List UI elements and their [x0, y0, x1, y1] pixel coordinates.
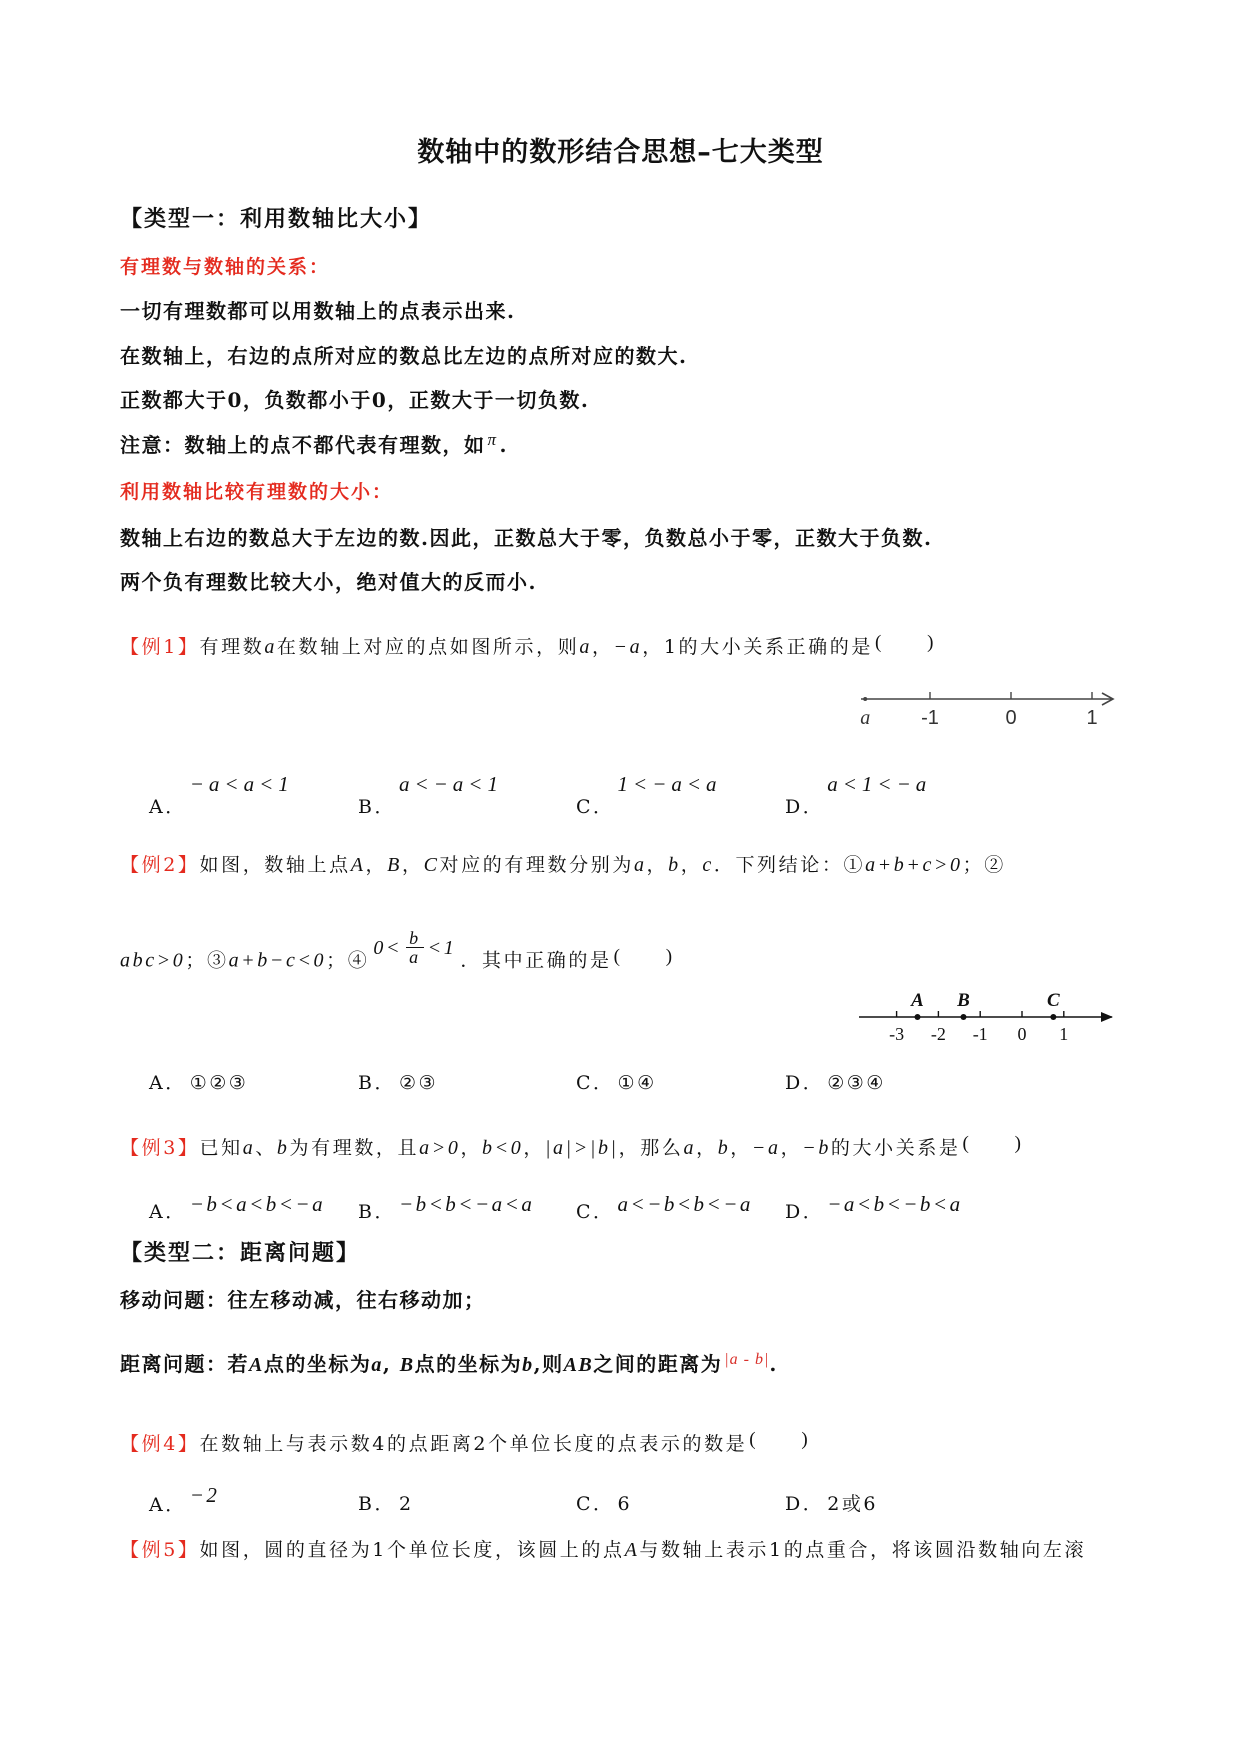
tick-label: 0: [1005, 707, 1017, 729]
math-expression: b: [668, 854, 681, 876]
question-text: 、: [255, 1137, 277, 1159]
question-text: 有理数: [199, 636, 265, 658]
question-text: 在数轴上与表示数4的点距离2个单位长度的点表示的数是: [199, 1433, 748, 1455]
option-expression: −a<a<1: [189, 772, 294, 796]
math-expression: abc>0: [120, 949, 186, 972]
example-tag: 【例3】: [120, 1137, 200, 1159]
example-3-question: [120, 1133, 1024, 1163]
note-line: [120, 430, 508, 460]
math-expression: a+b−c<0: [228, 949, 327, 972]
math-expression: a: [579, 636, 592, 658]
option-label: B．: [358, 1201, 396, 1223]
tick-label: -1: [972, 1024, 988, 1044]
option-expression: a<1<−a: [827, 772, 932, 796]
option-label: B．: [358, 1493, 396, 1515]
number-line-example-1: [850, 678, 1125, 730]
question-text: 距离问题：若: [120, 1352, 249, 1376]
distance-rule-line: [120, 1349, 778, 1379]
option-label: C．: [576, 796, 615, 818]
math-expression: −a: [751, 1137, 781, 1159]
option-a: [149, 772, 294, 822]
option-expression: −b<a<b<−a: [189, 1192, 326, 1216]
question-text: ，: [460, 1137, 483, 1159]
option-label: B．: [358, 796, 396, 818]
math-expression: a: [683, 1137, 697, 1159]
point-marker: [960, 1014, 966, 1020]
option-text: ①④: [617, 1072, 657, 1094]
example-2-question-line-1: [120, 850, 1006, 880]
question-text: 如图，数轴上点: [199, 854, 351, 876]
question-text: 如图，圆的直径为1个单位长度，该圆上的点: [199, 1539, 625, 1561]
option-b: [358, 772, 503, 822]
tick-label: 1: [1059, 1024, 1069, 1044]
option-text: ①②③: [189, 1072, 249, 1094]
option-d: [785, 1068, 886, 1098]
tick-label: -3: [889, 1024, 905, 1044]
question-text: ，那么: [618, 1137, 684, 1159]
example-tag: 【例4】: [120, 1433, 200, 1455]
tick-label: -1: [921, 707, 939, 729]
math-expression: C: [423, 854, 440, 876]
option-text: ②③: [398, 1072, 439, 1094]
question-text: 注意：数轴上的点不都代表有理数，如: [120, 433, 486, 457]
subheading-relation: 有理数与数轴的关系：: [120, 256, 331, 278]
example-4-question: [120, 1429, 810, 1459]
option-c: [576, 1068, 657, 1098]
math-expression: B: [399, 1354, 415, 1376]
math-expression: B: [387, 854, 402, 876]
math-expression: A: [249, 1354, 264, 1376]
math-expression: −b: [802, 1137, 831, 1159]
arrow-icon: [1101, 1012, 1113, 1022]
math-expression: b: [522, 1354, 534, 1376]
point-label: a: [860, 707, 871, 729]
math-expression: |a|>|b|: [544, 1137, 619, 1159]
example-2-options: [0, 1068, 1241, 1098]
example-1-question: [120, 632, 936, 662]
example-tag: 【例5】: [120, 1539, 200, 1561]
point-marker: [863, 697, 867, 701]
option-c: [576, 1489, 632, 1519]
math-expression: A: [350, 854, 366, 876]
tick-label: -2: [930, 1024, 946, 1044]
option-label: B．: [358, 1072, 396, 1094]
option-d: [785, 772, 932, 822]
question-text: ；②: [962, 854, 1006, 876]
option-label: D．: [785, 1493, 825, 1515]
example-3-options: [0, 1192, 1241, 1226]
math-expression: b<0: [482, 1137, 524, 1159]
option-b: [358, 1068, 438, 1098]
option-label: D．: [785, 1072, 825, 1094]
example-tag: 【例2】: [120, 854, 200, 876]
question-text: 点的坐标为: [414, 1352, 523, 1376]
option-b: [358, 1192, 535, 1227]
page-title: 数轴中的数形结合思想–七大类型: [417, 137, 824, 168]
question-text: ，: [401, 854, 424, 876]
point-label: B: [957, 990, 970, 1011]
point-label: C: [1047, 990, 1060, 1011]
option-d: [785, 1489, 878, 1519]
example-1-options: [0, 772, 1241, 821]
tick-label: 1: [1086, 707, 1098, 729]
absolute-value-expression: |a - b|: [724, 1351, 770, 1368]
example-tag: 【例1】: [120, 636, 200, 658]
question-text: ．下列结论：①: [713, 854, 866, 876]
inequality-left: 0<: [373, 936, 403, 959]
math-expression: a: [264, 636, 277, 658]
example-5-question: [120, 1535, 1086, 1565]
option-text: 2: [398, 1493, 414, 1515]
subheading-compare: 利用数轴比较有理数的大小：: [120, 481, 394, 503]
example-4-options: [0, 1483, 1241, 1519]
answer-parentheses: ( ): [874, 632, 937, 653]
option-label: C．: [576, 1201, 615, 1223]
question-text: ，1的大小关系正确的是: [642, 636, 873, 658]
compare-line-2: 两个负有理数比较大小，绝对值大的反而小.: [120, 570, 537, 594]
option-expression: 1<−a<a: [617, 772, 722, 796]
option-label: A．: [149, 1494, 187, 1516]
option-label: A．: [149, 1201, 187, 1223]
math-expression: c: [702, 854, 714, 876]
point-marker: [915, 1014, 921, 1020]
option-expression: a<−b<b<−a: [617, 1192, 753, 1216]
section-heading-type-2: 【类型二：距离问题】: [120, 1240, 361, 1266]
math-expression: a: [242, 1137, 256, 1159]
option-label: D．: [785, 796, 825, 818]
question-text: ，: [680, 854, 703, 876]
option-b: [358, 1489, 414, 1519]
question-text: ，: [523, 1137, 545, 1159]
math-expression: b: [276, 1137, 290, 1159]
question-text: 与数轴上表示1的点重合，将该圆沿数轴向左滚: [639, 1539, 1087, 1561]
option-a: [149, 1192, 326, 1227]
option-label: A．: [149, 1072, 187, 1094]
relation-line-3: 正数都大于0，负数都小于0，正数大于一切负数.: [120, 388, 590, 412]
question-text: ，: [365, 854, 388, 876]
question-text: 之间的距离为: [593, 1352, 723, 1376]
option-text: 6: [617, 1493, 633, 1515]
inequality-right: <1: [427, 936, 457, 959]
option-text: ②③④: [827, 1072, 886, 1094]
option-c: [576, 1192, 753, 1227]
option-c: [576, 772, 722, 822]
pi-symbol: π: [487, 430, 498, 449]
question-text: 点的坐标为: [263, 1352, 372, 1376]
math-expression: a>0: [419, 1137, 461, 1159]
question-text: 已知: [199, 1137, 243, 1159]
math-expression: a+b+c>0: [865, 854, 963, 876]
answer-parentheses: ( ): [613, 945, 675, 967]
question-text: ．其中正确的是: [460, 949, 612, 972]
math-expression: b: [717, 1137, 731, 1159]
question-text: ，: [780, 1137, 803, 1159]
math-expression: −a: [613, 636, 643, 658]
math-expression: a: [633, 854, 647, 876]
option-a: [149, 1483, 220, 1520]
section-heading-type-1: 【类型一：利用数轴比大小】: [120, 206, 433, 232]
question-text: ,: [382, 1352, 400, 1376]
question-text: ；④: [326, 949, 370, 972]
point-label: A: [911, 990, 924, 1011]
question-text: 在数轴上对应的点如图所示，则: [276, 636, 580, 658]
math-expression: A: [624, 1539, 640, 1561]
option-expression: −a<b<−b<a: [827, 1192, 963, 1216]
option-a: [149, 1068, 248, 1098]
number-line-example-2: [850, 980, 1125, 1046]
option-label: C．: [576, 1493, 615, 1515]
question-text: 为有理数，且: [289, 1137, 420, 1159]
option-label: C．: [576, 1072, 615, 1094]
question-text: ；③: [185, 949, 229, 972]
question-text: .: [769, 1352, 778, 1376]
relation-line-1: 一切有理数都可以用数轴上的点表示出来.: [120, 299, 516, 323]
option-label: A．: [149, 796, 187, 818]
point-marker: [1050, 1014, 1056, 1020]
compare-line-1: 数轴上右边的数总大于左边的数.因此，正数总大于零，负数总小于零，正数大于负数.: [120, 526, 933, 550]
option-label: D．: [785, 1201, 825, 1223]
math-expression: a: [371, 1354, 383, 1376]
question-text: ，: [591, 636, 614, 658]
example-2-question-line-2: [120, 928, 675, 973]
option-d: [785, 1192, 963, 1227]
answer-parentheses: ( ): [962, 1133, 1024, 1154]
question-text: 的大小关系是: [830, 1137, 961, 1159]
option-expression: −2: [189, 1483, 220, 1507]
fraction-numerator: b: [406, 929, 424, 948]
question-text: ，: [646, 854, 669, 876]
relation-line-2: 在数轴上，右边的点所对应的数总比左边的点所对应的数大.: [120, 344, 688, 368]
move-rule-line: 移动问题：往左移动减，往右移动加；: [120, 1288, 486, 1312]
option-expression: a<−a<1: [398, 772, 503, 796]
option-text: 2或6: [827, 1493, 878, 1515]
math-expression: AB: [563, 1354, 594, 1376]
question-text: ，: [730, 1137, 752, 1159]
question-text: ,则: [533, 1352, 564, 1376]
question-text: 对应的有理数分别为: [439, 854, 634, 876]
fraction-denominator: a: [409, 947, 421, 967]
fraction: [406, 929, 424, 966]
option-expression: −b<b<−a<a: [398, 1192, 535, 1216]
answer-parentheses: ( ): [749, 1429, 811, 1450]
tick-label: 0: [1017, 1024, 1027, 1044]
fraction-inequality: [373, 929, 456, 966]
question-text: ，: [696, 1137, 718, 1159]
question-text: .: [499, 433, 508, 457]
